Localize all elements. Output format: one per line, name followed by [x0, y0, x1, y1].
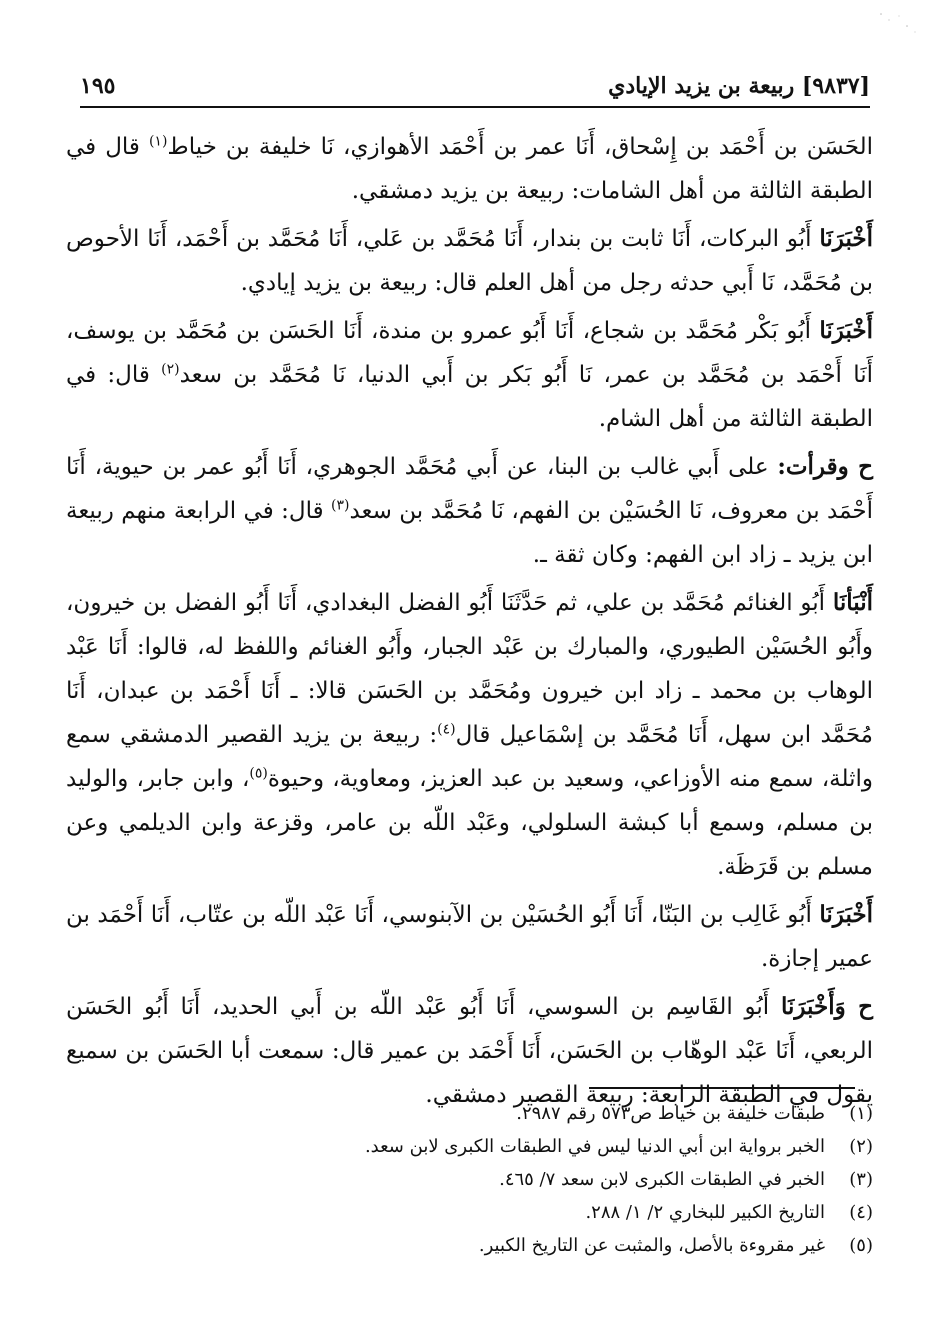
paragraph-3: [66, 309, 873, 441]
footnote-text: الخبر في الطبقات الكبرى لابن سعد ٧/ ٤٦٥.: [499, 1169, 825, 1190]
footnote-item: [66, 1097, 873, 1130]
paragraph-text: قال في الطبقة الثالثة من أهل الشامات: ربيعة بن يزيد دمشقي.: [66, 134, 873, 204]
paragraph-text: أَبُو البركات، أَنَا ثابت بن بندار، أَنَا مُحَمَّد بن عَلي، أَنَا مُحَمَّد بن أَحْمَد، أَنَا الأحوص بن مُحَمَّد، نَا أَبي حدثه رجل من أهل العلم قال: ربيعة بن يزيد إيادي.: [66, 226, 873, 296]
paragraph-lead: أَخْبَرَنَا: [819, 317, 873, 344]
page-number: ١٩٥: [80, 73, 116, 99]
main-text: [66, 125, 873, 1121]
footnote-item: [66, 1130, 873, 1163]
running-header: [80, 66, 870, 108]
footnote-ref: (٤): [437, 721, 456, 738]
footnote-number: (٢): [849, 1136, 873, 1157]
footnotes-list: [66, 1097, 873, 1262]
paragraph-lead: أَنْبَأنَا: [832, 589, 873, 616]
paragraph-lead: ح وقرأت:: [777, 453, 873, 480]
paragraph-text: ، وابن جابر، والوليد بن مسلم، وسمع أبا كبشة السلولي، وعَبْد اللّه بن عامر، وقزعة وابن الديلمي وعن مسلم بن قَرَظَة.: [66, 766, 873, 880]
footnote-divider: [589, 1087, 855, 1089]
footnote-ref: (١): [148, 133, 168, 150]
paragraph-text: قال: في الرابعة منهم ربيعة ابن يزيد ـ زاد ابن الفهم: وكان ثقة ـ.: [66, 498, 873, 568]
footnote-number: (٥): [849, 1235, 873, 1256]
footnote-text: التاريخ الكبير للبخاري ٢/ ١/ ٢٨٨.: [585, 1202, 825, 1223]
paragraph-4: [66, 445, 873, 577]
paragraph-text: أَبُو الغنائم مُحَمَّد بن علي، ثم حَدَّثَنَا أَبُو الفضل البغدادي، أَنَا أَبُو الفضل بن خيرون، وأَبُو الحُسَيْن الطيوري، والمبارك بن عَبْد الجبار، وأَبُو الغنائم واللفظ له، قالوا: أَنَا عَبْد الوهاب بن محمد ـ زاد ابن خيرون ومُحَمَّد بن الحَسَن قالا: ـ أَنَا أَحْمَد بن عبدان، أَنَا مُحَمَّد ابن سهل، أَنَا مُحَمَّد بن إسْمَاعيل قال: [66, 590, 873, 748]
footnote-text: طبقات خليفة بن خياط ص٥٧٣ رقم ٢٩٨٧.: [516, 1103, 825, 1124]
footnote-text: الخبر برواية ابن أبي الدنيا ليس في الطبقات الكبرى لابن سعد.: [364, 1136, 825, 1157]
footnote-number: (٣): [849, 1169, 873, 1190]
paragraph-lead: أَخْبَرَنَا: [819, 225, 873, 252]
paragraph-text: : ربيعة بن يزيد القصير الدمشقي سمع واثلة، سمع منه الأوزاعي، وسعيد بن عبد العزيز، ومعاوية، وحيوة: [66, 722, 873, 792]
footnote-ref: (٥): [249, 765, 268, 782]
paragraph-text: قال: في الطبقة الثالثة من أهل الشام.: [66, 362, 873, 432]
paragraph-text: أَبُو القَاسِم بن السوسي، أَنَا أَبُو عَبْد اللّه بن أَبي الحديد، أَنَا أَبُو الحَسَن الربعي، أَنَا عَبْد الوهّاب بن الحَسَن، أَنَا أَحْمَد بن عمير قال: سمعت أبا الحَسَن بن سميع يقول في الطبقة الرابعة: ربيعة القصير دمشقي.: [66, 994, 873, 1108]
footnote-item: [66, 1196, 873, 1229]
running-title: [٩٨٣٧] ربيعة بن يزيد الإيادي: [608, 73, 870, 99]
paragraph-text: أَبُو غَالِب بن البَنّا، أَنَا أَبُو الحُسَيْن بن الآبنوسي، أَنَا عَبْد اللّه بن عتّاب، أَنَا أَحْمَد بن عمير إجازة.: [66, 902, 873, 972]
paragraph-text: أَبُو بَكْر مُحَمَّد بن شجاع، أَنَا أَبُو عمرو بن مندة، أَنَا الحَسَن بن مُحَمَّد بن يوسف، أَنَا أَحْمَد بن مُحَمَّد بن عمر، نَا أَبُو بَكر بن أَبي الدنيا، نَا مُحَمَّد بن سعد: [66, 318, 874, 388]
paragraph-text: الحَسَن بن أَحْمَد بن إِسْحاق، أَنَا عمر بن أَحْمَد الأهوازي، نَا خليفة بن خياط: [167, 134, 873, 160]
paragraph-lead: أَخْبَرَنَا: [819, 901, 873, 928]
paragraph-5: [66, 581, 873, 889]
paragraph-text: على أَبي غالب بن البنا، عن أَبي مُحَمَّد الجوهري، أَنَا أَبُو عمر بن حيوية، أَنَا أَحْمَد بن معروف، نَا الحُسَيْن بن الفهم، نَا مُحَمَّد بن سعد: [66, 454, 873, 524]
footnote-item: [66, 1163, 873, 1196]
paragraph-1: [66, 125, 873, 213]
footnote-number: (١): [849, 1103, 873, 1124]
footnote-ref: (٣): [330, 497, 350, 514]
paragraph-lead: ح وَأَخْبَرَنَا: [780, 993, 873, 1020]
paragraph-2: [66, 217, 873, 305]
footnote-ref: (٢): [161, 361, 180, 378]
footnote-text: غير مقروءة بالأصل، والمثبت عن التاريخ الكبير.: [478, 1235, 825, 1256]
footnote-item: [66, 1229, 873, 1262]
footnote-number: (٤): [849, 1202, 873, 1223]
paragraph-6: [66, 893, 873, 981]
scan-speck: [871, 8, 921, 38]
